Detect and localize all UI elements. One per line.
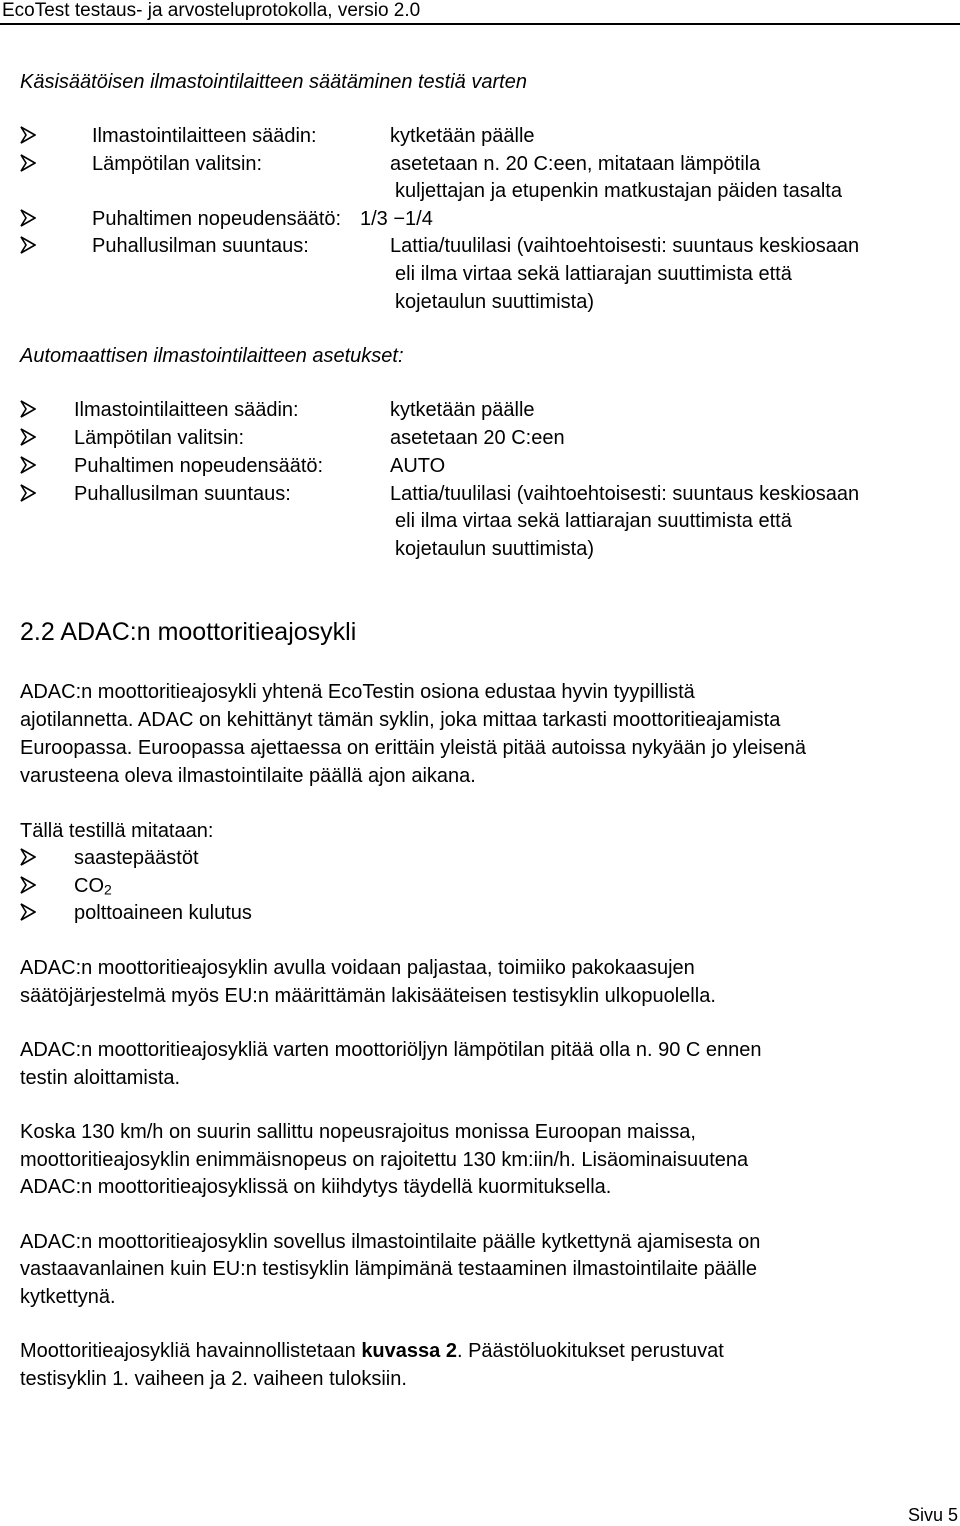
auto-value-4c: kojetaulun suuttimista) (395, 538, 594, 560)
figure-reference: kuvassa 2 (361, 1340, 457, 1362)
manual-label-2: Lämpötilan valitsin: (92, 153, 263, 175)
manual-value-3: 1/3 −1/4 (360, 208, 433, 230)
arrow-bullet-icon (20, 126, 36, 144)
arrow-bullet-icon (20, 428, 36, 446)
arrow-bullet-icon (20, 848, 36, 866)
p5-line-2: testisyklin 1. vaiheen ja 2. vaiheen tuloksiin. (20, 1368, 407, 1390)
auto-label-1: Ilmastointilaitteen säädin: (74, 399, 299, 421)
co-text: CO (74, 875, 104, 897)
section-heading: 2.2 ADAC:n moottoritieajosykli (20, 618, 357, 646)
p3-line-3: ADAC:n moottoritieajosyklissä on kiihdytys täydellä kuormituksella. (20, 1176, 612, 1198)
header-title: EcoTest testaus- ja arvosteluprotokolla, versio 2.0 (2, 0, 421, 21)
p1-line-2: säätöjärjestelmä myös EU:n määrittämän lakisääteisen testisyklin ulkopuolella. (20, 985, 716, 1007)
p4-line-1: ADAC:n moottoritieajosyklin sovellus ilmastointilaite päälle kytkettynä ajamisesta on (20, 1231, 761, 1253)
p5-after: . Päästöluokitukset perustuvat (456, 1340, 724, 1362)
manual-label-3: Puhaltimen nopeudensäätö: (92, 208, 342, 230)
manual-value-4c: kojetaulun suuttimista) (395, 291, 594, 313)
p4-line-2: vastaavanlainen kuin EU:n testisyklin lämpimänä testaaminen ilmastointilaite päälle (20, 1258, 758, 1280)
p2-line-1: ADAC:n moottoritieajosykliä varten moottoriöljyn lämpötilan pitää olla n. 90 C ennen (20, 1039, 762, 1061)
manual-heading: Käsisäätöisen ilmastointilaitteen säätäminen testiä varten (20, 71, 527, 93)
auto-label-2: Lämpötilan valitsin: (74, 427, 245, 449)
auto-value-1: kytketään päälle (390, 399, 535, 421)
p5-line-1 (20, 1337, 956, 1365)
measured-item-1: saastepäästöt (74, 847, 199, 869)
p5-before: Moottoritieajosykliä havainnollistetaan (20, 1340, 362, 1362)
intro-line-2: ajotilannetta. ADAC on kehittänyt tämän syklin, joka mittaa tarkasti moottoritieajamista (20, 709, 781, 731)
auto-heading: Automaattisen ilmastointilaitteen asetukset: (20, 345, 404, 367)
auto-label-4: Puhallusilman suuntaus: (74, 483, 291, 505)
arrow-bullet-icon (20, 903, 36, 921)
arrow-bullet-icon (20, 400, 36, 418)
intro-line-4: varusteena oleva ilmastointilaite päällä ajon aikana. (20, 765, 476, 787)
auto-value-2: asetetaan 20 C:een (390, 427, 565, 449)
measured-heading: Tällä testillä mitataan: (20, 820, 214, 842)
p3-line-2: moottoritieajosyklin enimmäisnopeus on rajoitettu 130 km:iin/h. Lisäominaisuutena (20, 1149, 749, 1171)
co2-subscript: 2 (104, 881, 112, 898)
manual-value-2b: kuljettajan ja etupenkin matkustajan päiden tasalta (395, 180, 842, 202)
arrow-bullet-icon (20, 209, 36, 227)
p3-line-1: Koska 130 km/h on suurin sallittu nopeusrajoitus monissa Euroopan maissa, (20, 1121, 696, 1143)
page-number: Sivu 5 (907, 1505, 958, 1525)
intro-line-3: Euroopassa. Euroopassa ajettaessa on erittäin yleistä pitää autoissa nykyään jo yleisenä (20, 737, 807, 759)
auto-value-3: AUTO (390, 455, 446, 477)
manual-value-1: kytketään päälle (390, 125, 535, 147)
arrow-bullet-icon (20, 236, 36, 254)
p4-line-3: kytkettynä. (20, 1286, 116, 1308)
arrow-bullet-icon (20, 484, 36, 502)
manual-label-1: Ilmastointilaitteen säädin: (92, 125, 317, 147)
auto-value-4a: Lattia/tuulilasi (vaihtoehtoisesti: suuntaus keskiosaan (390, 483, 860, 505)
auto-value-4b: eli ilma virtaa sekä lattiarajan suuttimista että (395, 510, 792, 532)
arrow-bullet-icon (20, 456, 36, 474)
arrow-bullet-icon (20, 154, 36, 172)
p2-line-2: testin aloittamista. (20, 1067, 181, 1089)
manual-value-4b: eli ilma virtaa sekä lattiarajan suuttimista että (395, 263, 792, 285)
manual-label-4: Puhallusilman suuntaus: (92, 235, 309, 257)
manual-value-2a: asetetaan n. 20 C:een, mitataan lämpötila (390, 153, 761, 175)
manual-value-4a: Lattia/tuulilasi (vaihtoehtoisesti: suuntaus keskiosaan (390, 235, 860, 257)
measured-item-3: polttoaineen kulutus (74, 902, 252, 924)
header-rule (0, 23, 960, 25)
auto-label-3: Puhaltimen nopeudensäätö: (74, 455, 324, 477)
intro-line-1: ADAC:n moottoritieajosykli yhtenä EcoTestin osiona edustaa hyvin tyypillistä (20, 681, 695, 703)
arrow-bullet-icon (20, 876, 36, 894)
p1-line-1: ADAC:n moottoritieajosyklin avulla voidaan paljastaa, toimiiko pakokaasujen (20, 957, 695, 979)
